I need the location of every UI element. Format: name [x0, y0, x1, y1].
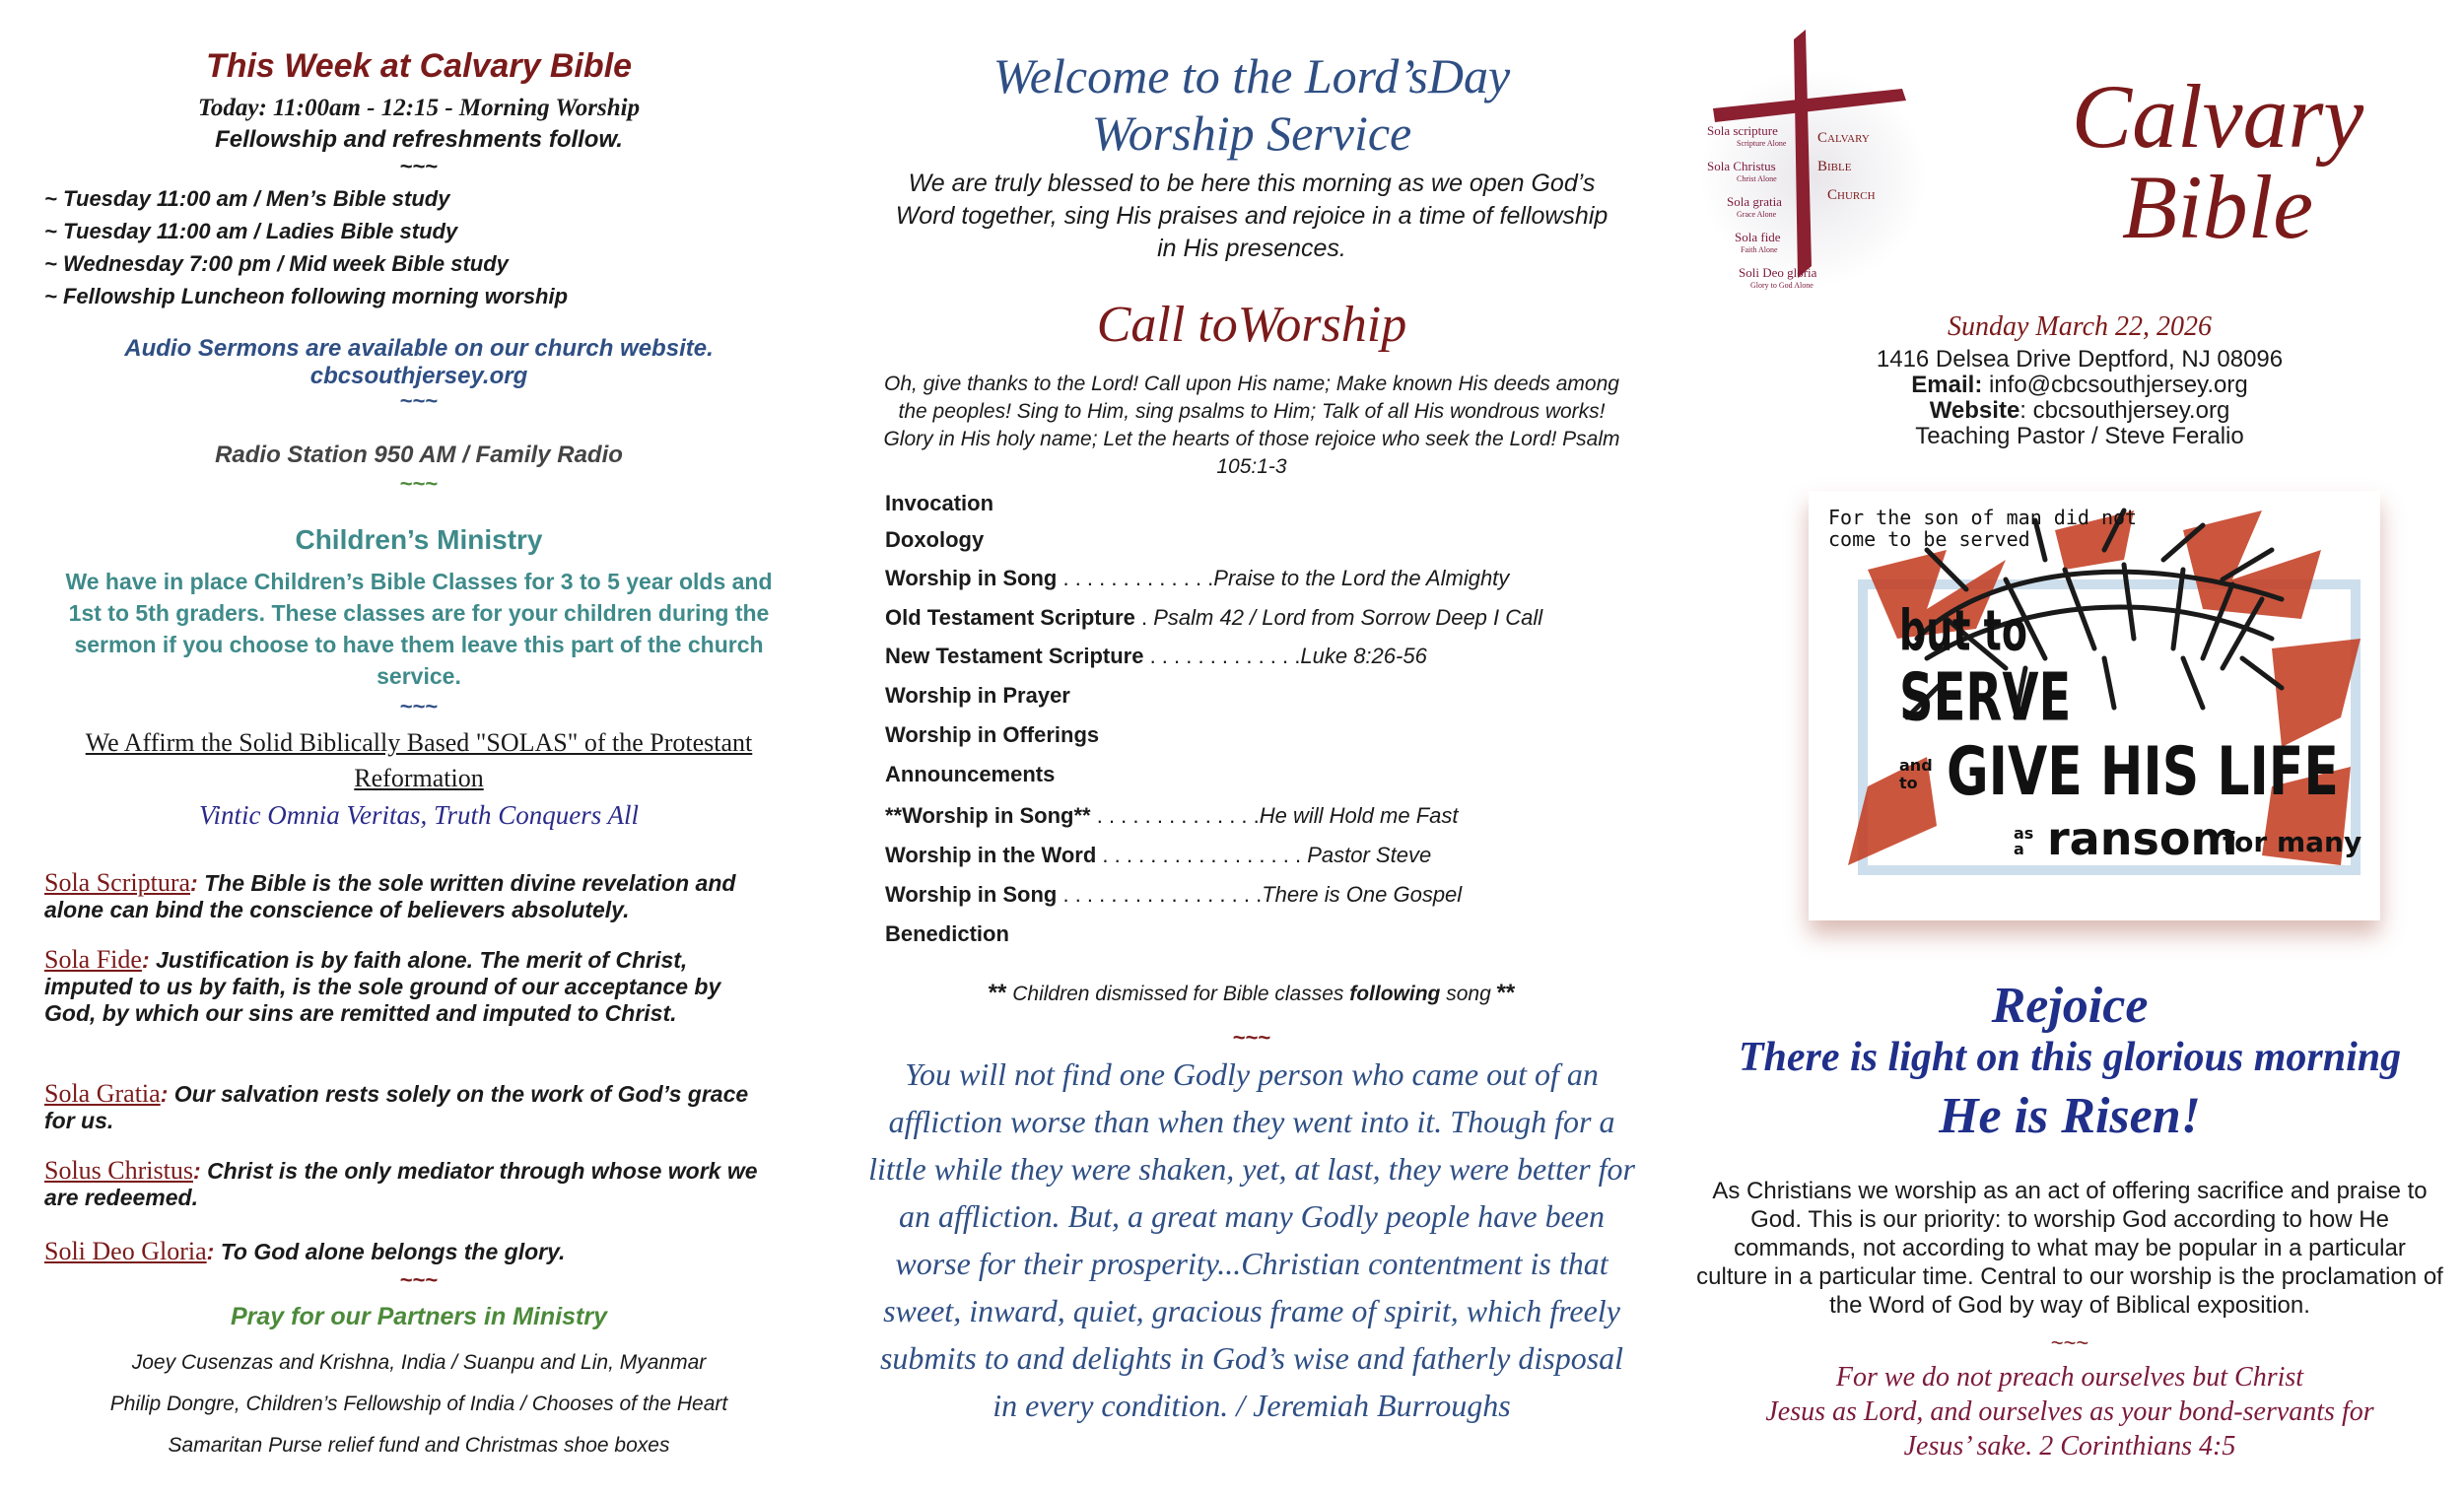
logo-sola-sub: Glory to God Alone: [1750, 281, 1814, 290]
schedule-item: ~ Tuesday 11:00 am / Men’s Bible study: [44, 186, 450, 211]
logo-sola: Sola scripture: [1707, 123, 1778, 138]
service-item: Invocation: [885, 491, 994, 515]
divider: ~~~: [399, 1267, 439, 1292]
church-name-line: Bible: [2121, 157, 2314, 257]
service-item: Worship in Song . . . . . . . . . . . . .Praise to the Lord the Almighty: [885, 566, 1510, 590]
service-item: Announcements: [885, 762, 1056, 786]
sola-text: Our salvation rests solely on the work of God’s grace for us.: [44, 1081, 749, 1133]
logo-sola: Sola gratia: [1727, 194, 1782, 209]
partners-list: [39, 1342, 798, 1466]
sola-name: Solus Christus: [44, 1156, 193, 1185]
sola-gratia: Sola Gratia: Our salvation rests solely on the work of God’s grace for us.: [44, 1079, 749, 1133]
sola-name: Sola Fide: [44, 945, 142, 974]
verse-line: Jesus’ sake. 2 Corinthians 4:5: [1903, 1431, 2236, 1462]
service-item: Worship in Offerings: [885, 722, 1100, 747]
solas-heading: We Affirm the Solid Biblically Based "SOLAS" of the Protestant Reformation: [85, 728, 753, 792]
divider: ~~~: [399, 154, 439, 178]
church-contact: [1754, 347, 2405, 449]
sola-text: The Bible is the sole written divine revelation and alone can bind the conscience of believers absolutely.: [44, 870, 736, 922]
soli-deo-gloria: Soli Deo Gloria: To God alone belongs the glory.: [44, 1237, 566, 1265]
logo-sola-sub: Faith Alone: [1741, 245, 1778, 254]
verse-line: Jesus as Lord, and ourselves as your bond-servants for: [1765, 1396, 2374, 1427]
call-to-worship-psalm: Oh, give thanks to the Lord! Call upon His name; Make known His deeds among the peoples! Sing to Him, sing psalms to Him; Talk of all His wondrous works! Glory in His holy name; Let the hearts of those rejoice who seek the Lord! Psalm 105:1-3: [883, 373, 1620, 478]
crown-of-thorns-artwork: [1809, 491, 2380, 920]
partner-line: Joey Cusenzas and Krishna, India / Suanpu and Lin, Myanmar: [131, 1351, 707, 1374]
solus-christus: Solus Christus: Christ is the only mediator through whose work we are redeemed.: [44, 1156, 758, 1210]
service-item: Doxology: [885, 527, 985, 552]
verse-line: For we do not preach ourselves but Christ: [1835, 1362, 2304, 1393]
welcome-line: Welcome to the Lord’sDay: [992, 48, 1511, 103]
logo-church-word: Calvary: [1817, 130, 1870, 146]
radio-station: Radio Station 950 AM / Family Radio: [215, 442, 623, 468]
art-text: SERVE: [1899, 658, 2072, 737]
welcome-heading: [867, 47, 1636, 162]
website: Website: cbcsouthjersey.org: [1929, 397, 2230, 424]
church-name-line: Calvary: [2071, 66, 2364, 167]
glorious-morning-heading: There is light on this glorious morning: [1738, 1035, 2402, 1080]
scripture-verse: [1695, 1360, 2444, 1463]
weekly-schedule: [44, 182, 798, 312]
sola-text: Justification is by faith alone. The merit of Christ, imputed to us by faith, is the sole ground of our acceptance by God, by which our sins are remitted and imputed to Christ.: [44, 947, 721, 1026]
art-text: GIVE HIS LIFE: [1947, 734, 2339, 811]
divider: ~~~: [399, 694, 439, 718]
service-item: Old Testament Scripture . Psalm 42 / Lord from Sorrow Deep I Call: [885, 605, 1543, 630]
fellowship-note: Fellowship and refreshments follow.: [215, 126, 623, 153]
divider: ~~~: [399, 471, 439, 496]
audio-sermons: [39, 335, 798, 390]
partner-line: Philip Dongre, Children’s Fellowship of India / Chooses of the Heart: [109, 1393, 728, 1415]
divider: ~~~: [2050, 1330, 2089, 1355]
art-text: ransom: [2047, 812, 2238, 865]
today-service: Today: 11:00am - 12:15 - Morning Worship: [197, 95, 641, 121]
left-panel: [39, 0, 798, 1496]
service-item: Benediction: [885, 921, 1009, 946]
audio-sermons-text: Audio Sermons are available on our church website.: [124, 335, 714, 362]
email-link[interactable]: info@cbcsouthjersey.org: [1982, 372, 2248, 398]
vincit-motto: Vintic Omnia Veritas, Truth Conquers All: [198, 800, 640, 830]
sola-name: Sola Gratia: [44, 1079, 161, 1108]
art-text: as a: [2014, 824, 2034, 858]
service-item: Worship in Prayer: [885, 683, 1070, 708]
partner-line: Samaritan Purse relief fund and Christmas shoe boxes: [168, 1434, 670, 1457]
art-text: come to be served: [1828, 527, 2030, 551]
pray-heading: Pray for our Partners in Ministry: [230, 1303, 608, 1330]
rejoice-heading: Rejoice: [1991, 978, 2149, 1034]
address: 1416 Delsea Drive Deptford, NJ 08096: [1876, 346, 2284, 373]
sola-text: Christ is the only mediator through whose work we are redeemed.: [44, 1158, 758, 1210]
church-logo: [1695, 20, 1932, 290]
service-date: Sunday March 22, 2026: [1947, 311, 2213, 342]
welcome-line: Worship Service: [1091, 105, 1412, 161]
sola-text: To God alone belongs the glory.: [220, 1239, 566, 1264]
logo-sola-sub: Christ Alone: [1737, 174, 1777, 183]
sola-name: Soli Deo Gloria: [44, 1237, 207, 1265]
art-text: for many: [2223, 826, 2362, 858]
email: Email: info@cbcsouthjersey.org: [1911, 372, 2248, 398]
he-is-risen-heading: He is Risen!: [1939, 1088, 2201, 1144]
service-item: New Testament Scripture . . . . . . . . . . . . .Luke 8:26-56: [885, 644, 1427, 668]
logo-sola: Sola Christus: [1707, 159, 1776, 173]
children-dismissed-note: ** Children dismissed for Bible classes following song **: [988, 980, 1516, 1006]
sola-scriptura: Sola Scriptura: The Bible is the sole written divine revelation and alone can bind the conscience of believers absolutely.: [44, 868, 736, 922]
call-to-worship-title: Call toWorship: [1096, 297, 1407, 353]
service-item: Worship in Song . . . . . . . . . . . . . . . . .There is One Gospel: [885, 882, 1463, 907]
childrens-ministry-heading: Children’s Ministry: [295, 524, 543, 555]
logo-sola-sub: Grace Alone: [1737, 210, 1777, 219]
sola-fide: Sola Fide: Justification is by faith alone. The merit of Christ, imputed to us by faith, is the sole ground of our acceptance by God, by which our sins are remitted and imputed to Christ.: [44, 945, 721, 1026]
welcome-intro: We are truly blessed to be here this morning as we open God’s Word together, sing His praises and rejoice in a time of fellowship in His presences.: [895, 170, 1608, 262]
worship-statement: As Christians we worship as an act of offering sacrifice and praise to God. This is our priority: to worship God according to how He commands, not according to what may be popular in a particular culture in a particular time. Central to our worship is the proclamation of the Word of God by way of Biblical exposition.: [1696, 1178, 2443, 1319]
website-link[interactable]: : cbcsouthjersey.org: [2019, 397, 2230, 424]
art-text: but to: [1899, 598, 2027, 663]
logo-sola-sub: Scripture Alone: [1737, 139, 1787, 148]
schedule-item: ~ Fellowship Luncheon following morning worship: [44, 284, 569, 308]
church-name: [1991, 66, 2444, 257]
logo-church-word: Bible: [1817, 159, 1852, 174]
divider: ~~~: [399, 388, 439, 413]
teaching-pastor: Teaching Pastor / Steve Feralio: [1915, 423, 2244, 449]
divider: ~~~: [1232, 1025, 1271, 1050]
right-panel: [1695, 0, 2444, 1496]
logo-sola: Sola fide: [1735, 230, 1781, 244]
burroughs-quote: You will not find one Godly person who came out of an affliction worse than when they went into it. Though for a little while they were shaken, yet, at last, they were better for an affliction. But, a great many Godly people have been worse for their prosperity...Christian contentment is that sweet, inward, quiet, gracious frame of spirit, which freely submits to and delights in God’s wise and fatherly disposal in every condition. / Jeremiah Burroughs: [868, 1056, 1635, 1423]
this-week-title: This Week at Calvary Bible: [205, 47, 633, 85]
middle-panel: [867, 0, 1636, 1496]
service-item: **Worship in Song** . . . . . . . . . . . . . .He will Hold me Fast: [885, 803, 1459, 828]
service-item: Worship in the Word . . . . . . . . . . . . . . . . . Pastor Steve: [885, 843, 1432, 867]
art-text: For the son of man did not: [1828, 506, 2138, 529]
schedule-item: ~ Wednesday 7:00 pm / Mid week Bible study: [44, 251, 509, 276]
logo-church-word: Church: [1827, 187, 1876, 203]
childrens-ministry-text: We have in place Children’s Bible Classes for 3 to 5 year olds and 1st to 5th graders. These classes are for your children during the sermon if you choose to have them leave this part of the church service.: [65, 569, 773, 689]
website-link[interactable]: cbcsouthjersey.org: [309, 363, 528, 389]
logo-sola: Soli Deo gloria: [1739, 265, 1817, 280]
sola-name: Sola Scriptura: [44, 868, 191, 897]
schedule-item: ~ Tuesday 11:00 am / Ladies Bible study: [44, 219, 458, 243]
art-text: and to: [1899, 756, 1933, 792]
